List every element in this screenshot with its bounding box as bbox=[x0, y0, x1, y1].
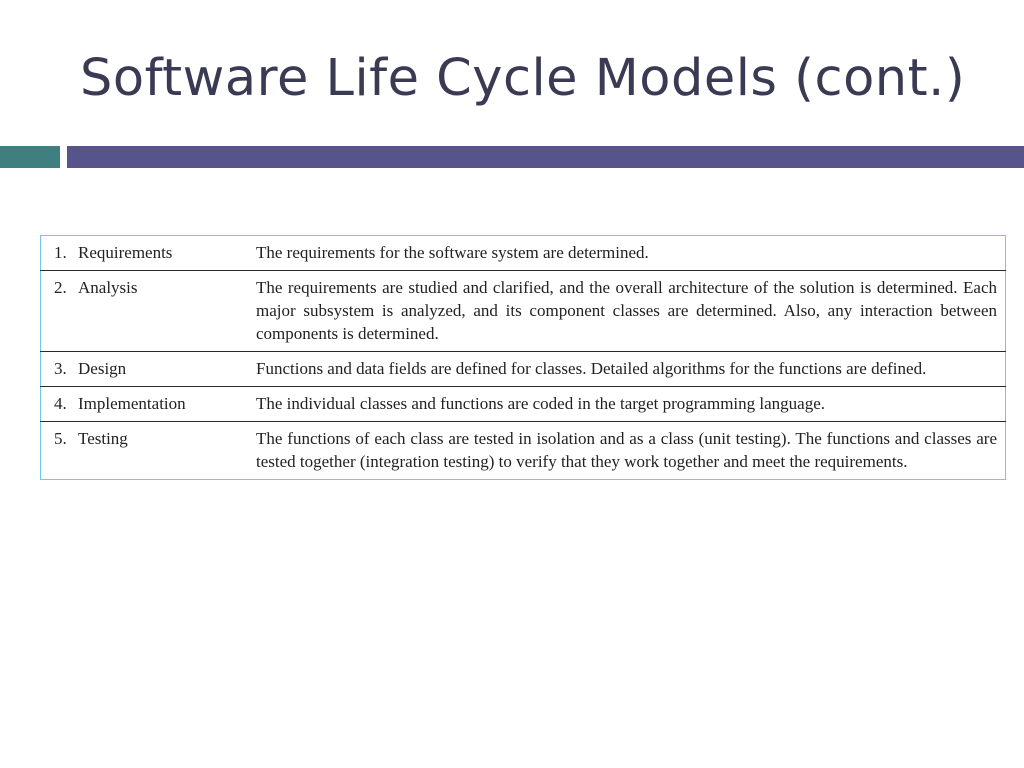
phase-number: 5. bbox=[54, 429, 67, 448]
phase-number: 4. bbox=[54, 394, 67, 413]
table-row bbox=[41, 422, 1006, 480]
phase-name: Requirements bbox=[78, 243, 173, 262]
phase-number: 2. bbox=[54, 278, 67, 297]
phase-name-cell bbox=[41, 387, 249, 422]
table-row bbox=[41, 271, 1006, 352]
life-cycle-phases-table bbox=[40, 235, 1006, 480]
phase-description: Functions and data fields are defined for classes. Detailed algorithms for the functions are defined. bbox=[248, 352, 1006, 387]
phase-description: The individual classes and functions are coded in the target programming language. bbox=[248, 387, 1006, 422]
phase-description: The requirements are studied and clarified, and the overall architecture of the solution is determined. Each major subsystem is analyzed, and its component classes are determined. Also, any interaction between components is determined. bbox=[248, 271, 1006, 352]
phase-number: 1. bbox=[54, 243, 67, 262]
phase-name-cell bbox=[41, 236, 249, 271]
table-row bbox=[41, 387, 1006, 422]
phase-description: The functions of each class are tested in isolation and as a class (unit testing). The functions and classes are tested together (integration testing) to verify that they work together and meet the requirements. bbox=[248, 422, 1006, 480]
phase-name-cell bbox=[41, 352, 249, 387]
phase-name: Analysis bbox=[78, 278, 138, 297]
table-row bbox=[41, 236, 1006, 271]
phase-name: Implementation bbox=[78, 394, 186, 413]
phase-name: Testing bbox=[78, 429, 128, 448]
phase-name-cell bbox=[41, 271, 249, 352]
phase-description: The requirements for the software system are determined. bbox=[256, 243, 649, 262]
table-row bbox=[41, 352, 1006, 387]
title-underline-accent bbox=[0, 146, 60, 168]
title-underline-bar bbox=[67, 146, 1024, 168]
phase-name-cell bbox=[41, 422, 249, 480]
phase-number: 3. bbox=[54, 359, 67, 378]
phase-name: Design bbox=[78, 359, 127, 378]
slide-title: Software Life Cycle Models (cont.) bbox=[80, 49, 966, 108]
